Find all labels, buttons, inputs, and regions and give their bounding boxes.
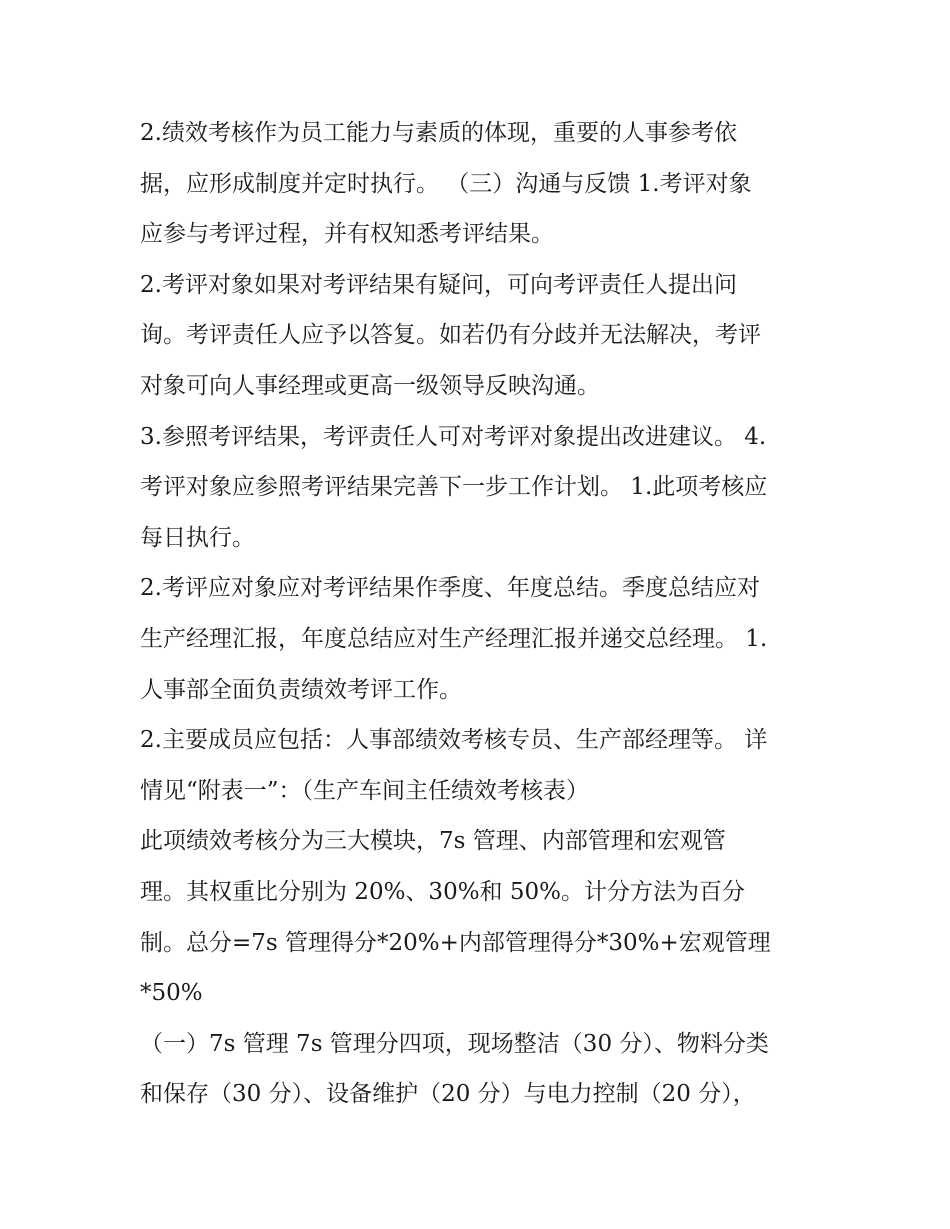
text-line: 应参与考评过程，并有权知悉考评结果。 xyxy=(140,221,554,248)
text-line: 考评对象应参照考评结果完善下一步工作计划。 1.此项考核应 xyxy=(140,474,768,501)
text-line: 询。考评责任人应予以答复。如若仍有分歧并无法解决，考评 xyxy=(140,322,761,349)
text-line: 情见“附表一”：（生产车间主任绩效考核表） xyxy=(140,777,590,804)
text-line: 理。其权重比分别为 20%、30%和 50%。计分方法为百分 xyxy=(140,878,745,905)
text-line: 生产经理汇报，年度总结应对生产经理汇报并递交总经理。 1. xyxy=(140,625,768,652)
text-line: 2.考评应对象应对考评结果作季度、年度总结。季度总结应对 xyxy=(140,575,760,602)
text-line: 人事部全面负责绩效考评工作。 xyxy=(140,676,462,703)
document-body xyxy=(140,108,820,1120)
text-line: 据，应形成制度并定时执行。 （三）沟通与反馈 1.考评对象 xyxy=(140,170,752,197)
text-line: 和保存（30 分）、设备维护（20 分）与电力控制（20 分）， xyxy=(140,1081,756,1108)
text-line: （一）7s 管理 7s 管理分四项，现场整洁（30 分）、物料分类 xyxy=(140,1030,769,1057)
text-line: 对象可向人事经理或更高一级领导反映沟通。 xyxy=(140,372,600,399)
text-line: 2.绩效考核作为员工能力与素质的体现，重要的人事参考依 xyxy=(140,120,737,146)
text-line: 2.考评对象如果对考评结果有疑问，可向考评责任人提出问 xyxy=(140,271,737,298)
text-line: *50% xyxy=(140,980,203,1007)
text-line: 每日执行。 xyxy=(140,524,255,551)
text-line: 3.参照考评结果，考评责任人可对考评对象提出改进建议。 4. xyxy=(140,423,767,450)
text-line: 此项绩效考核分为三大模块，7s 管理、内部管理和宏观管 xyxy=(140,828,726,855)
text-line: 制。总分=7s 管理得分*20%+内部管理得分*30%+宏观管理 xyxy=(140,929,771,956)
text-line: 2.主要成员应包括：人事部绩效考核专员、生产部经理等。 详 xyxy=(140,727,768,754)
